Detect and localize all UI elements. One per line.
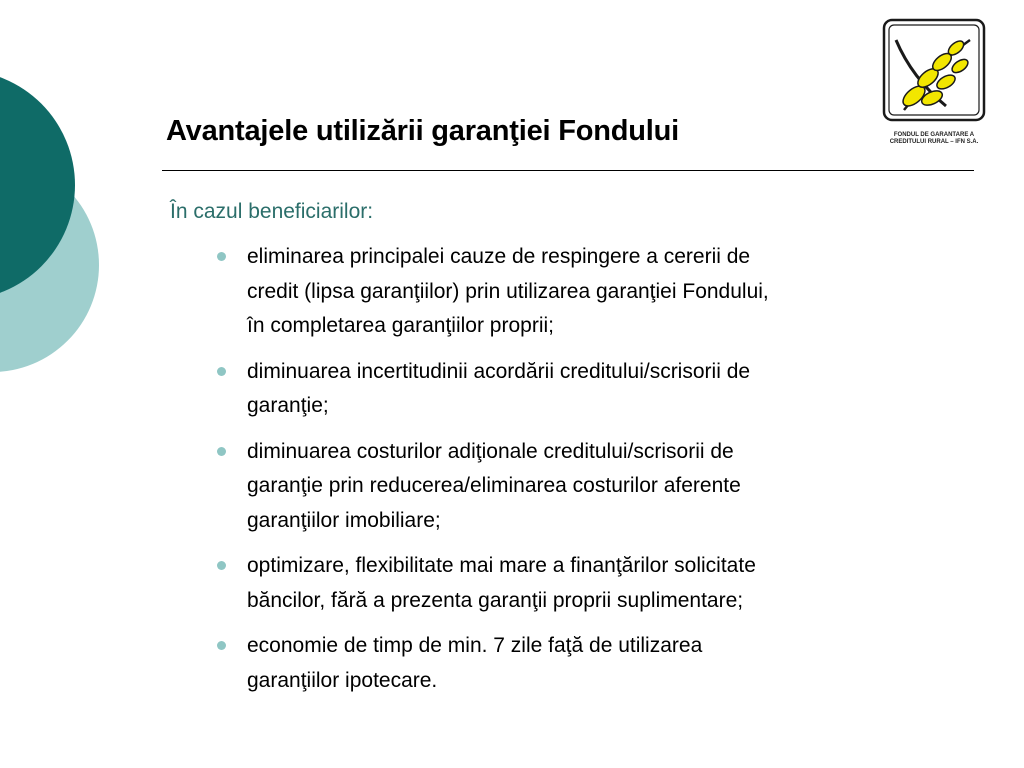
bullet-item (213, 240, 973, 344)
bullet-line: eliminarea principalei cauze de respingere a cererii de (247, 245, 751, 268)
bullet-line: garanţiilor imobiliare; (247, 508, 441, 532)
bullet-item (213, 549, 973, 618)
logo-caption-line: CREDITULUI RURAL – IFN S.A. (889, 139, 979, 145)
bullet-line: în completarea garanţiilor proprii; (247, 314, 554, 337)
bullet-line: credit (lipsa garanţiilor) prin utilizarea garanţiei Fondului, (247, 279, 769, 303)
wheat-ear-logo-icon (882, 18, 986, 122)
bullet-item (213, 435, 973, 539)
bullet-list (213, 240, 973, 709)
bullet-line: diminuarea costurilor adiţionale creditului/scrisorii de (247, 439, 734, 463)
bullet-dot-icon (217, 367, 226, 376)
bullet-line: garanţie prin reducerea/eliminarea costurilor aferente (247, 474, 741, 497)
bullet-line: băncilor, fără a prezenta garanţii proprii suplimentare; (247, 588, 744, 612)
bullet-item (213, 355, 973, 424)
logo-caption-line: FONDUL DE GARANTARE A (893, 132, 975, 138)
bullet-dot-icon (217, 641, 226, 650)
intro-text: În cazul beneficiarilor: (170, 200, 374, 223)
slide-title: Avantajele utilizării garanţiei Fondului (166, 115, 680, 147)
bullet-dot-icon (217, 252, 226, 261)
bullet-line: optimizare, flexibilitate mai mare a finanţărilor solicitate (247, 554, 756, 577)
bullet-item (213, 629, 973, 698)
bullet-line: garanţie; (247, 394, 329, 417)
title-divider (162, 170, 974, 171)
bullet-line: diminuarea incertitudinii acordării creditului/scrisorii de (247, 359, 751, 383)
bullet-dot-icon (217, 447, 226, 456)
bullet-dot-icon (217, 561, 226, 570)
decorative-circles (0, 0, 110, 420)
bullet-line: economie de timp de min. 7 zile faţă de utilizarea (247, 634, 703, 657)
bullet-line: garanţiilor ipotecare. (247, 668, 438, 692)
logo-caption (872, 132, 996, 146)
